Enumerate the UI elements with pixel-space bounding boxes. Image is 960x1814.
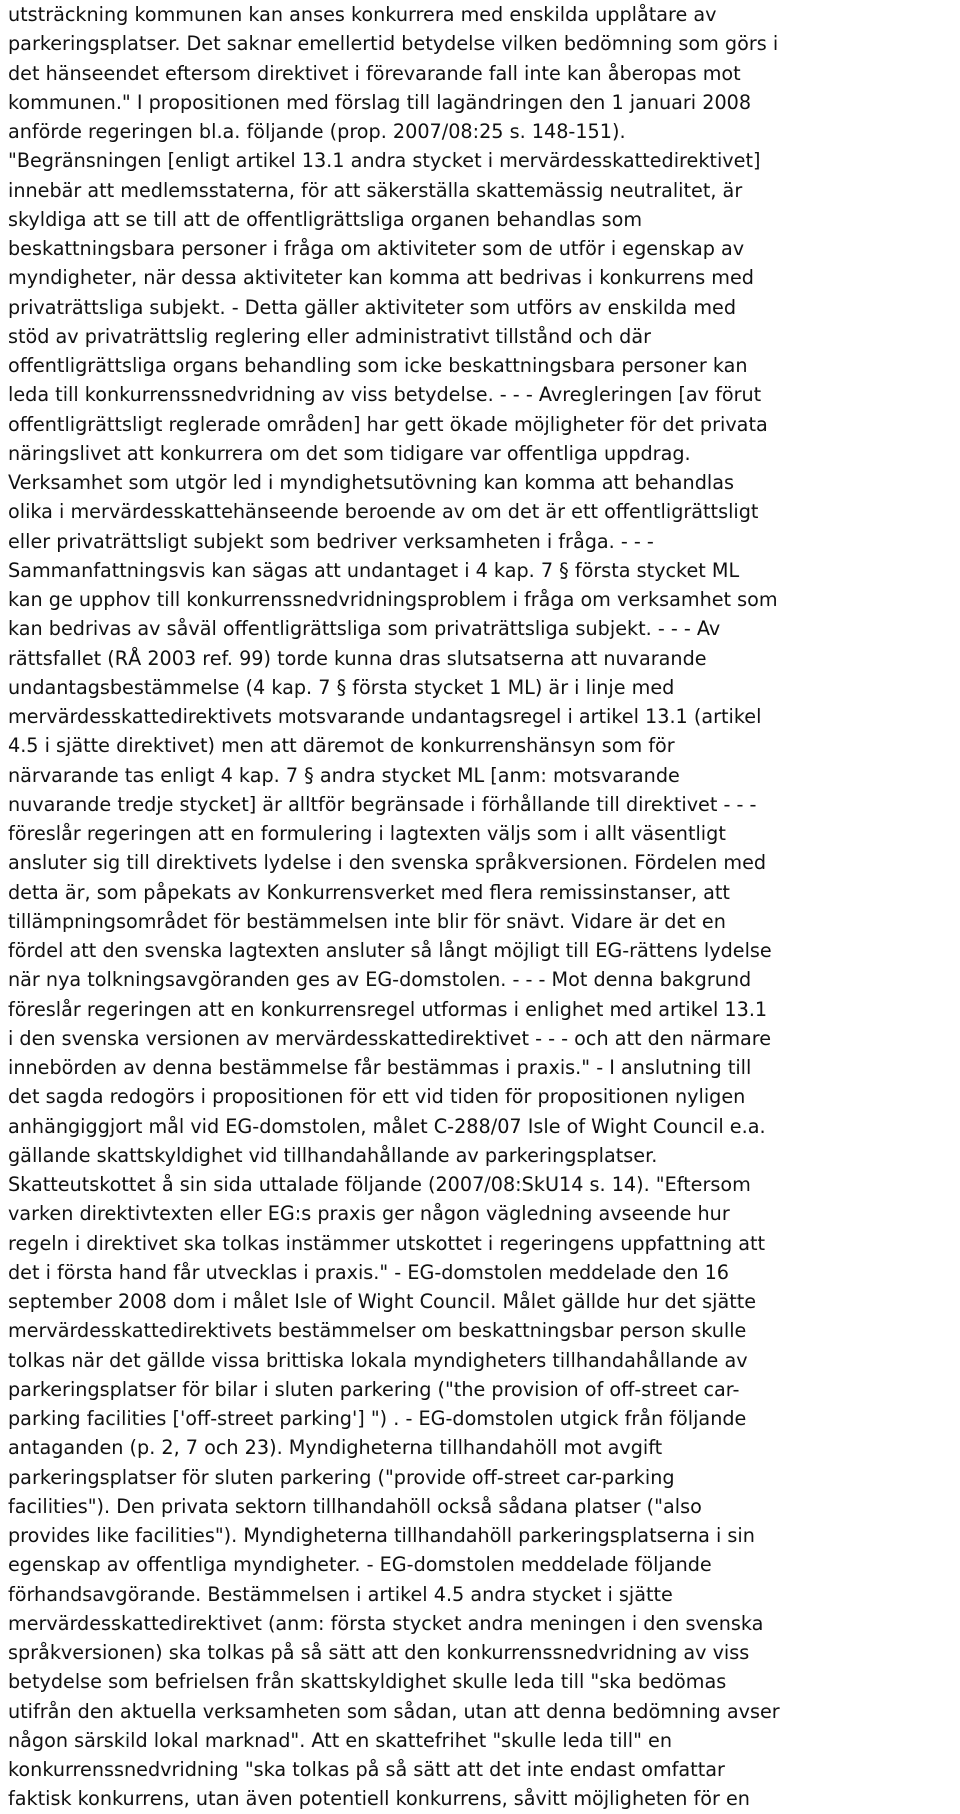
text-line: mervärdesskattedirektivets bestämmelser om beskattningsbar person skulle bbox=[8, 1319, 747, 1343]
text-line: det i första hand får utvecklas i praxis." - EG-domstolen meddelade den 16 bbox=[8, 1260, 730, 1284]
text-line: gällande skattskyldighet vid tillhandahållande av parkeringsplatser. bbox=[8, 1143, 658, 1167]
text-line: utifrån den aktuella verksamheten som sådan, utan att denna bedömning avser bbox=[8, 1699, 780, 1723]
text-line: föreslår regeringen att en formulering i lagtexten väljs som i allt väsentligt bbox=[8, 822, 726, 845]
text-line: anhängiggjort mål vid EG-domstolen, målet C-288/07 Isle of Wight Council e.a. bbox=[8, 1114, 766, 1138]
text-line: antaganden (p. 2, 7 och 23). Myndigheterna tillhandahöll mot avgift bbox=[8, 1436, 663, 1460]
text-line: förhandsavgörande. Bestämmelsen i artikel 4.5 andra stycket i sjätte bbox=[8, 1582, 673, 1606]
text-line: fördel att den svenska lagtexten ansluter så långt möjligt till EG-rättens lydelse bbox=[8, 939, 772, 962]
text-line: varken direktivtexten eller EG:s praxis ger någon vägledning avseende hur bbox=[8, 1202, 730, 1226]
text-line: beskattningsbara personer i fråga om aktiviteter som de utför i egenskap av bbox=[8, 237, 745, 260]
text-line: kan bedrivas av såväl offentligrättsliga som privaträttsliga subjekt. - - - Av bbox=[8, 617, 721, 641]
text-line: näringslivet att konkurrera om det som tidigare var offentliga uppdrag. bbox=[8, 441, 691, 465]
text-line: det sagda redogörs i propositionen för ett vid tiden för propositionen nyligen bbox=[8, 1085, 746, 1109]
text-line: Sammanfattningsvis kan sägas att undantaget i 4 kap. 7 § första stycket ML bbox=[8, 558, 740, 582]
text-line: anförde regeringen bl.a. följande (prop. 2007/08:25 s. 148-151). bbox=[8, 120, 626, 143]
text-line: egenskap av offentliga myndigheter. - EG-domstolen meddelade följande bbox=[8, 1553, 712, 1577]
text-line: undantagsbestämmelse (4 kap. 7 § första stycket 1 ML) är i linje med bbox=[8, 675, 675, 699]
text-line: tillämpningsområdet för bestämmelsen inte blir för snävt. Vidare är det en bbox=[8, 909, 726, 933]
text-line: i den svenska versionen av mervärdesskattedirektivet - - - och att den närmare bbox=[8, 1026, 772, 1050]
text-line: innebär att medlemsstaterna, för att säkerställa skattemässig neutralitet, är bbox=[8, 178, 743, 202]
text-line: offentligrättsliga organs behandling som icke beskattningsbara personer kan bbox=[8, 354, 748, 377]
text-line: skyldiga att se till att de offentligrättsliga organen behandlas som bbox=[8, 207, 643, 231]
text-line: parkeringsplatser för sluten parkering ("provide off-street car-parking bbox=[8, 1465, 675, 1489]
text-line: innebörden av denna bestämmelse får bestämmas i praxis." - I anslutning till bbox=[8, 1056, 752, 1079]
text-line: det hänseendet eftersom direktivet i förevarande fall inte kan åberopas mot bbox=[8, 61, 741, 85]
text-line: stöd av privaträttslig reglering eller administrativt tillstånd och där bbox=[8, 324, 651, 348]
text-line: Verksamhet som utgör led i myndighetsutövning kan komma att behandlas bbox=[8, 471, 734, 494]
text-line: parkeringsplatser. Det saknar emellertid betydelse vilken bedömning som görs i bbox=[8, 32, 779, 56]
text-line: Skatteutskottet å sin sida uttalade följande (2007/08:SkU14 s. 14). "Eftersom bbox=[8, 1173, 751, 1196]
text-line: kommunen." I propositionen med förslag till lagändringen den 1 januari 2008 bbox=[8, 90, 752, 114]
text-line: olika i mervärdesskattehänseende beroende av om det är ett offentligrättsligt bbox=[8, 500, 759, 524]
text-line: språkversionen) ska tolkas på så sätt att den konkurrenssnedvridning av viss bbox=[8, 1641, 750, 1664]
text-line: närvarande tas enligt 4 kap. 7 § andra stycket ML [anm: motsvarande bbox=[8, 763, 680, 787]
text-line: myndigheter, när dessa aktiviteter kan komma att bedrivas i konkurrens med bbox=[8, 266, 754, 290]
text-line: faktisk konkurrens, utan även potentiell konkurrens, såvitt möjligheten för en bbox=[8, 1787, 750, 1811]
text-line: detta är, som påpekats av Konkurrensverket med flera remissinstanser, att bbox=[8, 880, 730, 904]
text-line: september 2008 dom i målet Isle of Wight Council. Målet gällde hur det sjätte bbox=[8, 1290, 757, 1313]
text-line: regeln i direktivet ska tolkas instämmer utskottet i regeringens uppfattning att bbox=[8, 1231, 766, 1255]
text-line: eller privaträttsligt subjekt som bedriver verksamheten i fråga. - - - bbox=[8, 529, 654, 553]
document-body-text bbox=[8, 0, 960, 1814]
text-line: betydelse som befrielsen från skattskyldighet skulle leda till "ska bedömas bbox=[8, 1670, 727, 1694]
text-line: provides like facilities"). Myndigheterna tillhandahöll parkeringsplatserna i sin bbox=[8, 1524, 755, 1547]
text-line: ansluter sig till direktivets lydelse i den svenska språkversionen. Fördelen med bbox=[8, 851, 767, 875]
text-line: 4.5 i sjätte direktivet) men att däremot de konkurrenshänsyn som för bbox=[8, 734, 675, 758]
text-line: rättsfallet (RÅ 2003 ref. 99) torde kunna dras slutsatserna att nuvarande bbox=[8, 646, 707, 670]
text-line: parkeringsplatser för bilar i sluten parkering ("the provision of off-street car- bbox=[8, 1377, 740, 1401]
text-line: mervärdesskattedirektivets motsvarande undantagsregel i artikel 13.1 (artikel bbox=[8, 705, 762, 728]
text-line: föreslår regeringen att en konkurrensregel utformas i enlighet med artikel 13.1 bbox=[8, 997, 768, 1021]
text-line: "Begränsningen [enligt artikel 13.1 andra stycket i mervärdesskattedirektivet] bbox=[8, 149, 761, 173]
text-line: offentligrättsligt reglerade områden] har gett ökade möjligheter för det privata bbox=[8, 412, 768, 436]
text-line: någon särskild lokal marknad". Att en skattefrihet "skulle leda till" en bbox=[8, 1728, 672, 1752]
text-line: parking facilities ['off-street parking'] ") . - EG-domstolen utgick från följande bbox=[8, 1407, 747, 1430]
text-line: privaträttsliga subjekt. - Detta gäller aktiviteter som utförs av enskilda med bbox=[8, 295, 737, 319]
text-line: kan ge upphov till konkurrenssnedvridningsproblem i fråga om verksamhet som bbox=[8, 588, 778, 611]
text-line: leda till konkurrenssnedvridning av viss betydelse. - - - Avregleringen [av förut bbox=[8, 383, 762, 407]
text-line: utsträckning kommunen kan anses konkurrera med enskilda upplåtare av bbox=[8, 3, 717, 26]
text-line: när nya tolkningsavgöranden ges av EG-domstolen. - - - Mot denna bakgrund bbox=[8, 968, 752, 992]
text-line: tolkas när det gällde vissa brittiska lokala myndigheters tillhandahållande av bbox=[8, 1348, 748, 1372]
text-line: mervärdesskattedirektivet (anm: första stycket andra meningen i den svenska bbox=[8, 1611, 764, 1635]
text-line: konkurrenssnedvridning "ska tolkas på så sätt att det inte endast omfattar bbox=[8, 1758, 725, 1781]
text-line: facilities"). Den privata sektorn tillhandahöll också sådana platser ("also bbox=[8, 1494, 702, 1518]
text-line: nuvarande tredje stycket] är alltför begränsade i förhållande till direktivet - - - bbox=[8, 792, 757, 816]
